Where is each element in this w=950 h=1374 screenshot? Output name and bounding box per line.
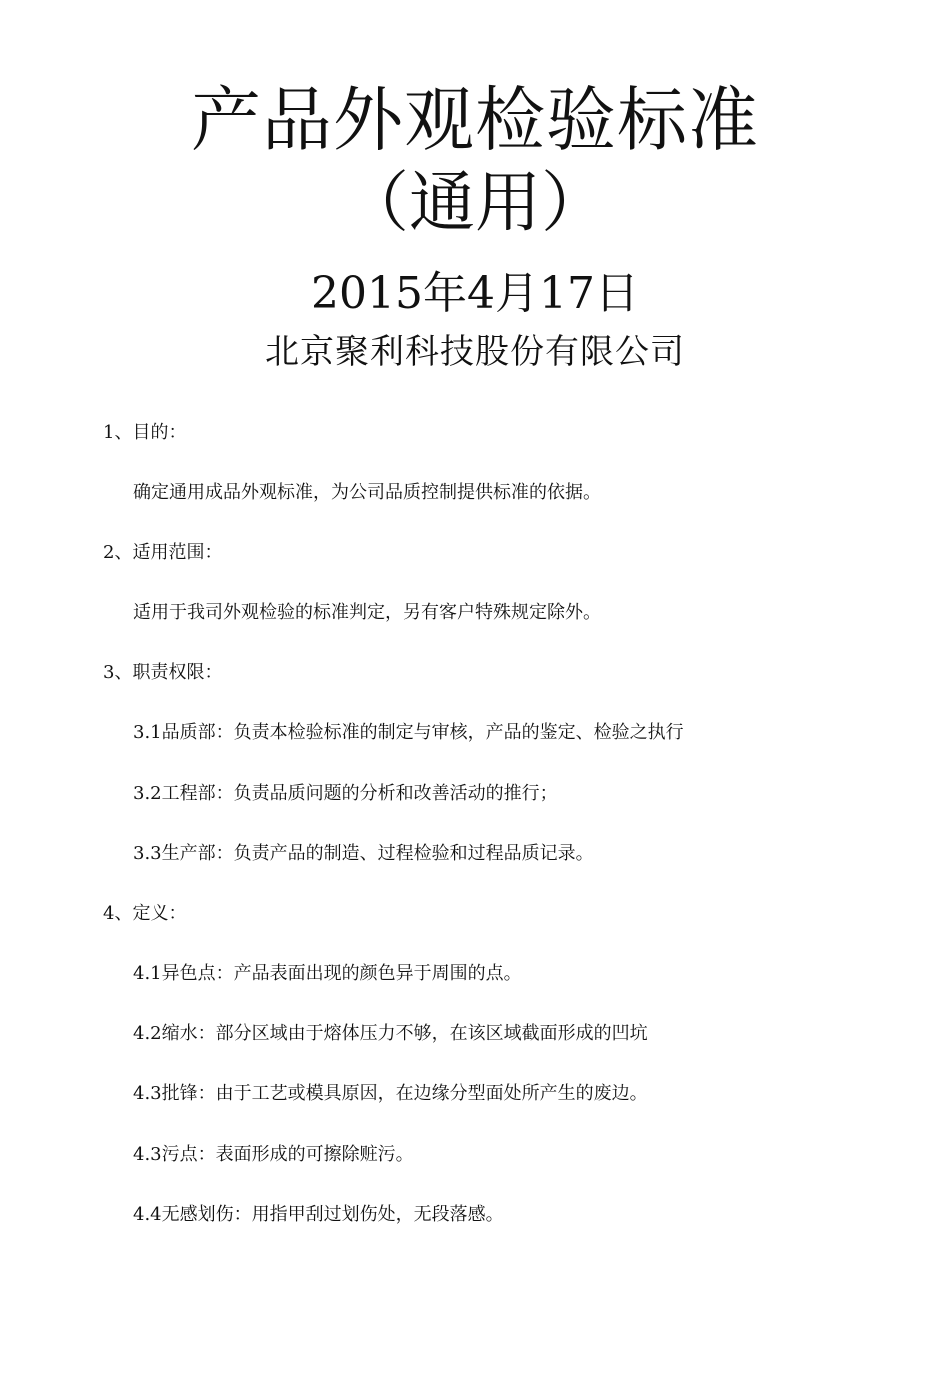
section-heading-scope: 2、适用范围： — [103, 542, 223, 563]
section-heading-purpose: 1、目的： — [103, 422, 187, 443]
document-date: 2015年4月17日 — [311, 268, 639, 319]
responsibility-item-quality: 3.1品质部：负责本检验标准的制定与审核，产品的鉴定、检验之执行 — [133, 722, 684, 743]
section-body-scope: 适用于我司外观检验的标准判定，另有客户特殊规定除外。 — [133, 602, 601, 623]
definition-item: 4.4无感划伤：用指甲刮过划伤处，无段落感。 — [133, 1204, 504, 1225]
document-subtitle: （通用） — [343, 164, 607, 241]
document-title: 产品外观检验标准 — [191, 79, 759, 161]
definition-item: 4.3污点：表面形成的可擦除赃污。 — [133, 1144, 414, 1165]
section-heading-responsibilities: 3、职责权限： — [103, 662, 223, 683]
responsibility-item-engineering: 3.2工程部：负责品质问题的分析和改善活动的推行； — [133, 783, 558, 804]
section-heading-definitions: 4、定义： — [103, 903, 187, 924]
company-name: 北京聚利科技股份有限公司 — [265, 332, 685, 372]
section-body-purpose: 确定通用成品外观标准，为公司品质控制提供标准的依据。 — [133, 482, 601, 503]
definition-item: 4.2缩水：部分区域由于熔体压力不够，在该区域截面形成的凹坑 — [133, 1023, 648, 1044]
responsibility-item-production: 3.3生产部：负责产品的制造、过程检验和过程品质记录。 — [133, 843, 594, 864]
definition-item: 4.1异色点：产品表面出现的颜色异于周围的点。 — [133, 963, 522, 984]
definition-item: 4.3批锋：由于工艺或模具原因，在边缘分型面处所产生的废边。 — [133, 1083, 648, 1104]
